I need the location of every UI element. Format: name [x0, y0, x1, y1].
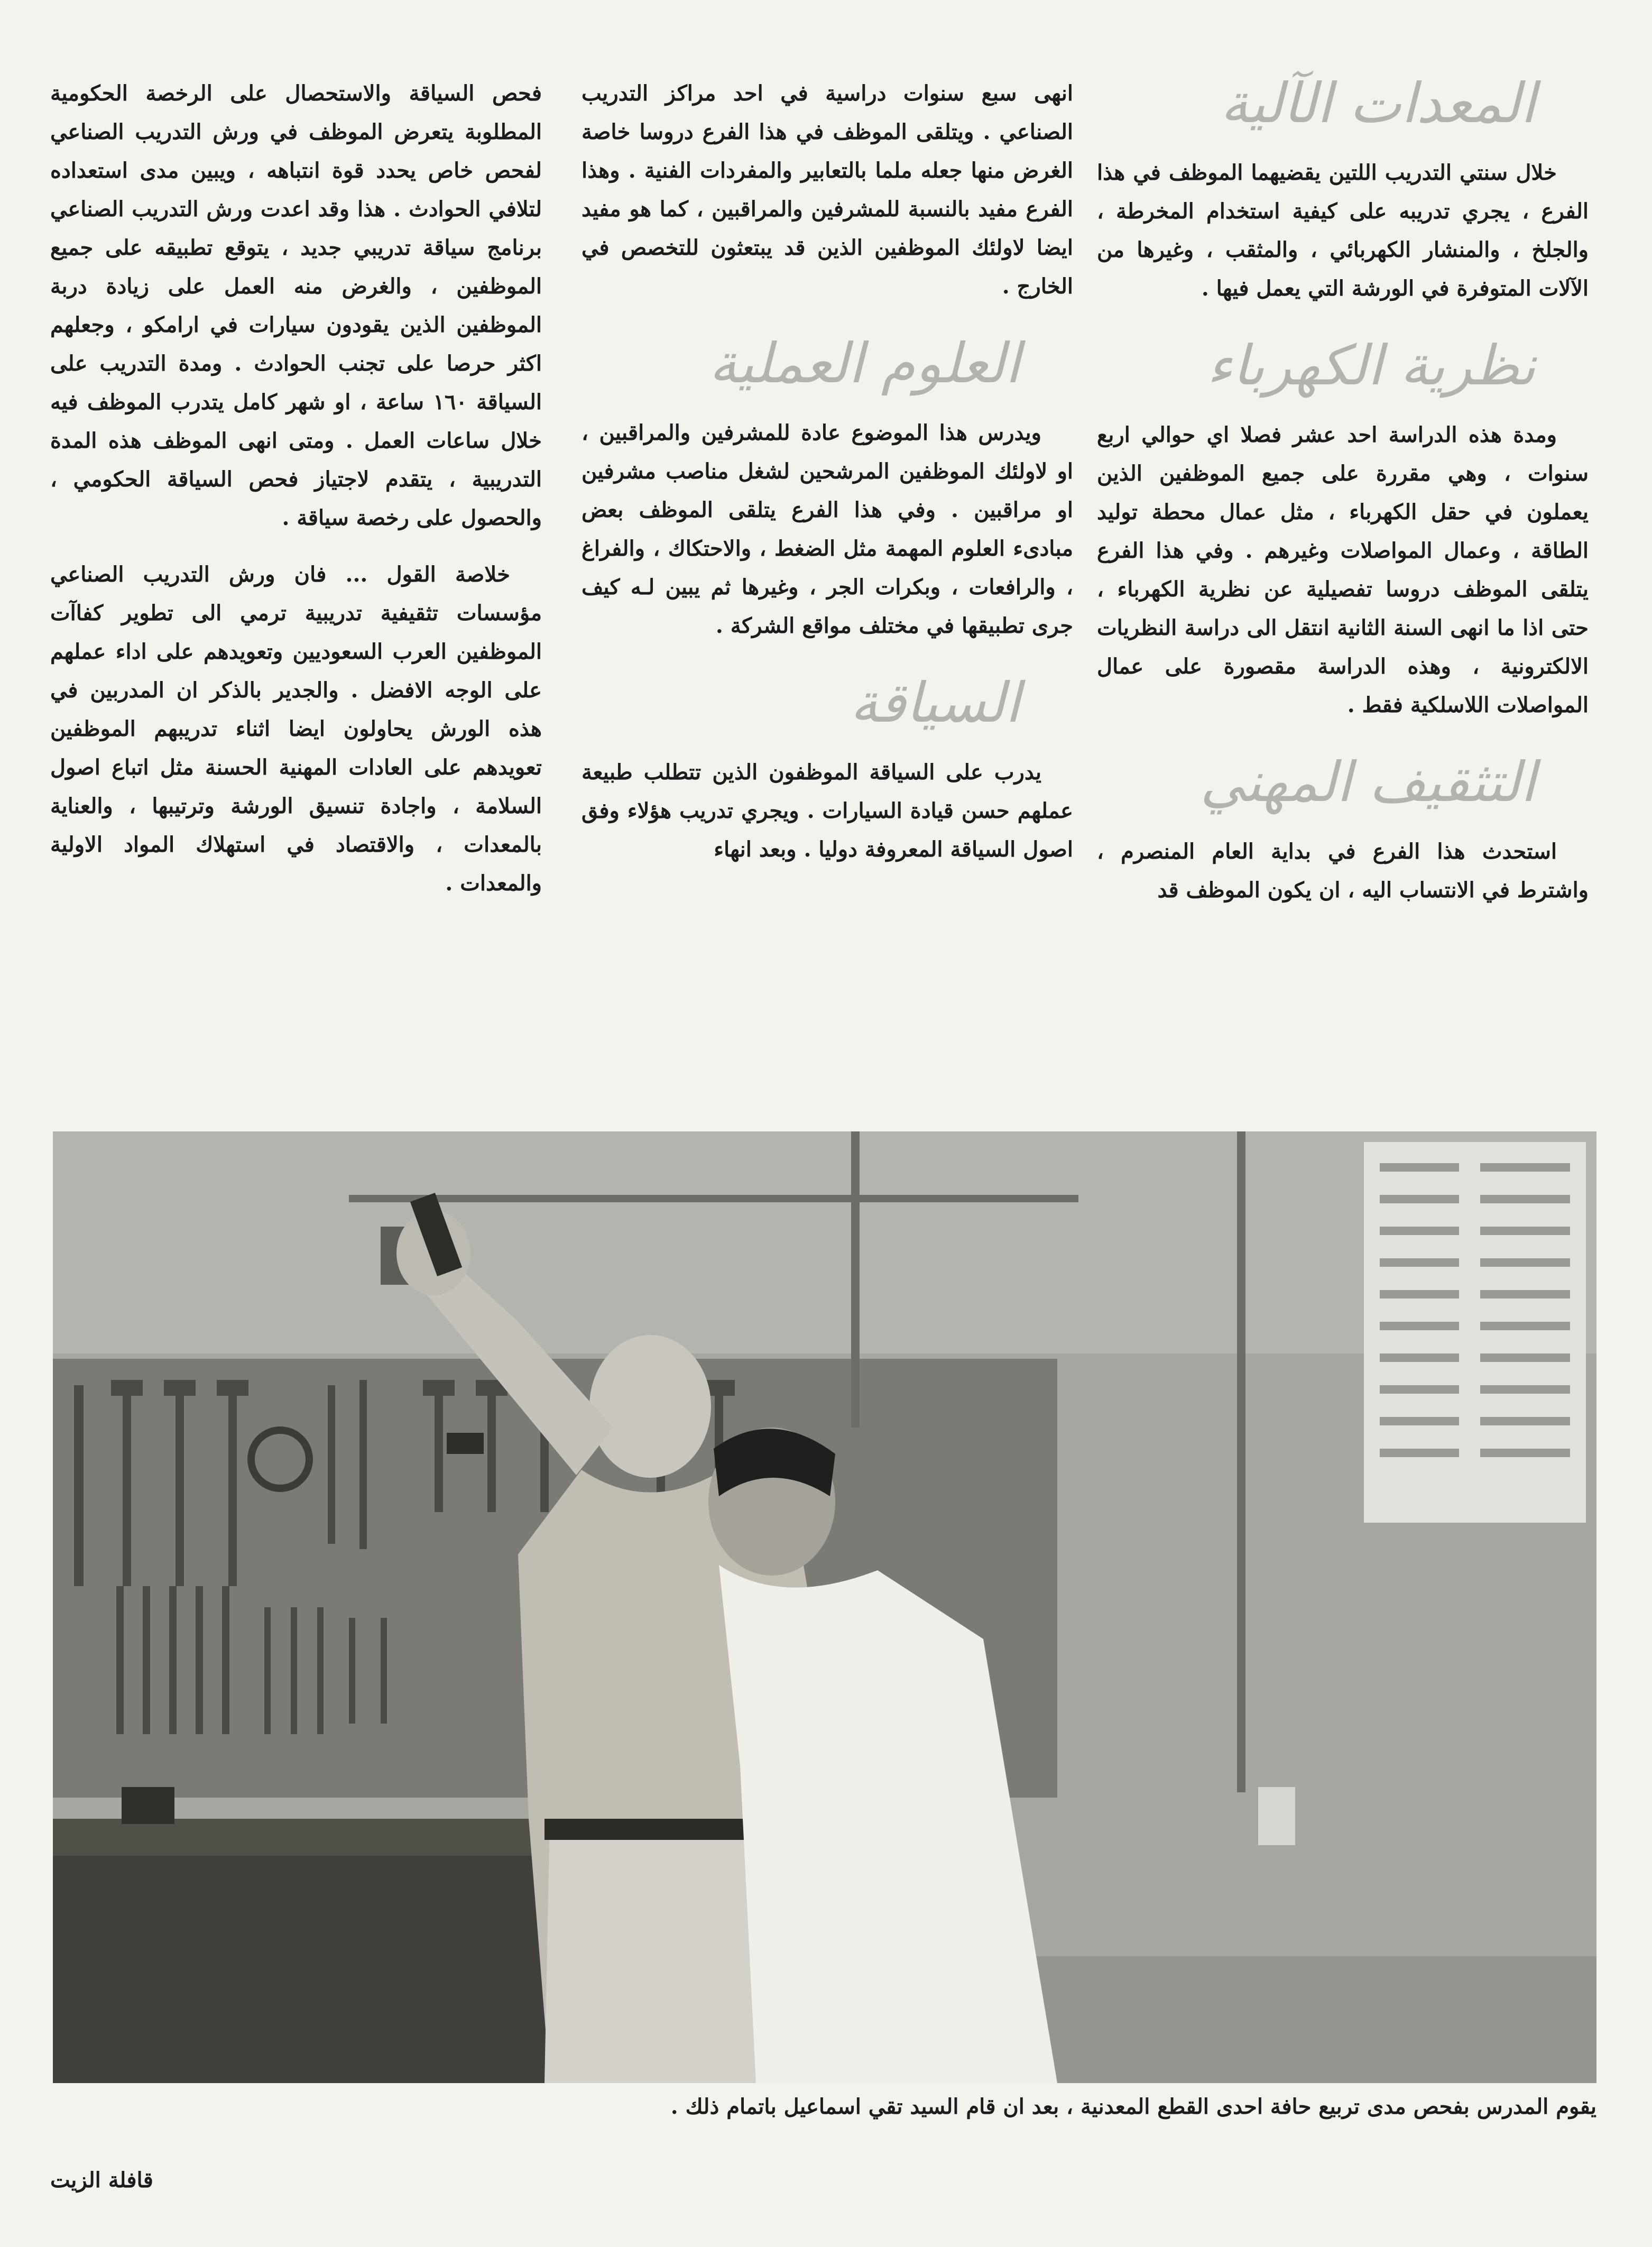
article-column-middle: [582, 74, 1073, 887]
section-heading-machine-tools: المعدات الآلية: [1220, 71, 1536, 135]
paragraph: يدرب على السياقة الموظفون الذين تتطلب طبيعة عملهم حسن قيادة السيارات . ويجري تدريب هؤلاء وفق اصول السياقة المعروفة دوليا . وبعد انهاء: [582, 760, 1073, 862]
section-heading-vocational-education: التثقيف المهني: [1200, 750, 1536, 814]
paragraph: ويدرس هذا الموضوع عادة للمشرفين والمراقبين ، او لاولئك الموظفين المرشحين لشغل مناصب مشرفين او مراقبين . وفي هذا الفرع يتلقى الموظف بعض مبادىء العلوم المهمة مثل الضغط ، والاحتكاك ، والفراغ ، والرافعات ، وبكرات الجر ، وغيرها ثم يبين لـه كيف جرى تطبيقها في مختلف مواقع الشركة .: [582, 420, 1073, 638]
article-column-right: [1097, 71, 1589, 927]
paragraph: خلال سنتي التدريب اللتين يقضيهما الموظف في هذا الفرع ، يجري تدريبه على كيفية استخدام المخرطة ، والجلخ ، والمنشار الكهربائي ، والمثقب ، وغيرها من الآلات المتوفرة في الورشة التي يعمل فيها .: [1097, 160, 1589, 301]
article-column-left: [50, 74, 542, 920]
section-heading-electricity-theory: نظرية الكهرباء: [1206, 333, 1536, 398]
paragraph: ومدة هذه الدراسة احد عشر فصلا اي حوالي اربع سنوات ، وهي مقررة على جميع الموظفين الذين يعملون في حقل الكهرباء ، مثل عمال محطة توليد الطاقة ، وعمال المواصلات وغيرهم . وفي هذا الفرع يتلقى الموظف دروسا تفصيلية عن نظرية الكهرباء ، حتى اذا ما انهى السنة الثانية انتقل الى دراسة النظريات الالكترونية ، وهذه الدراسة مقصورة على عمال المواصلات اللاسلكية فقط .: [1097, 422, 1589, 717]
paragraph: انهى سبع سنوات دراسية في احد مراكز التدريب الصناعي . ويتلقى الموظف في هذا الفرع دروسا خاصة الغرض منها جعله ملما بالتعابير والمفردات الفنية . وهذا الفرع مفيد بالنسبة للمشرفين والمراقبين ، كما هو مفيد ايضا لاولئك الموظفين الذين قد يبتعثون للتخصص في الخارج .: [582, 81, 1073, 299]
paragraph: فحص السياقة والاستحصال على الرخصة الحكومية المطلوبة يتعرض الموظف في ورش التدريب الصناعي لفحص خاص يحدد قوة انتباهه ، ويبين مدى استعداده لتلافي الحوادث . هذا وقد اعدت ورش التدريب الصناعي برنامج سياقة تدريبي جديد ، يتوقع تطبيقه على جميع الموظفين ، والغرض منه العمل على زيادة دربة الموظفين الذين يقودون سيارات في ارامكو ، وجعلهم اكثر حرصا على تجنب الحوادث . ومدة التدريب على السياقة ١٦٠ ساعة ، او شهر كامل يتدرب الموظف فيه خلال ساعات العمل . ومتى انهى الموظف هذه المدة التدريبية ، يتقدم لاجتياز فحص السياقة الحكومي ، والحصول على رخصة سياقة .: [50, 81, 542, 530]
section-heading-driving: السياقة: [850, 670, 1020, 735]
workshop-photo: [53, 1131, 1596, 2083]
paragraph: استحدث هذا الفرع في بداية العام المنصرم ، واشترط في الانتساب اليه ، ان يكون الموظف قد: [1097, 839, 1589, 903]
magazine-footer: قافلة الزيت: [50, 2168, 153, 2193]
paragraph: خلاصة القول ... فان ورش التدريب الصناعي مؤسسات تثقيفية تدريبية ترمي الى تطوير كفاآت الموظفين العرب السعوديين وتعويدهم على اداء عملهم على الوجه الافضل . والجدير بالذكر ان المدربين في هذه الورش يحاولون ايضا اثناء تدريبهم الموظفين تعويدهم على العادات المهنية الحسنة مثل اتباع اصول السلامة ، واجادة تنسيق الورشة وترتيبها ، والعناية بالمعدات ، والاقتصاد في استهلاك المواد الاولية والمعدات .: [50, 562, 542, 896]
photo-caption: يقوم المدرس بفحص مدى تربيع حافة احدى القطع المعدنية ، بعد ان قام السيد تقي اسماعيل باتمام ذلك .: [670, 2094, 1596, 2119]
section-heading-practical-sciences: العلوم العملية: [709, 331, 1020, 395]
